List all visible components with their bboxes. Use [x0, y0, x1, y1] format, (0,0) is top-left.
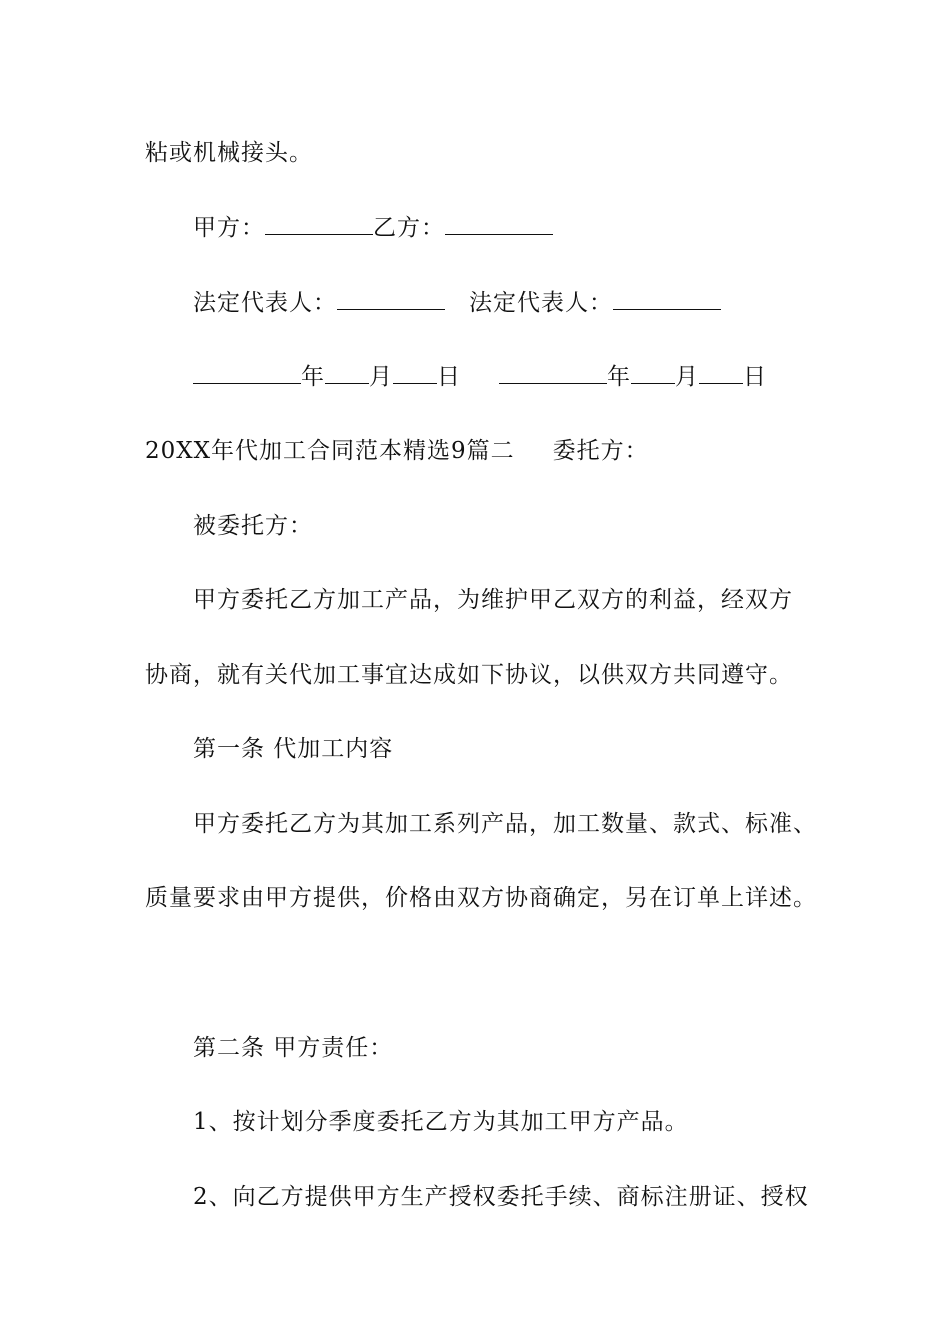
paragraph-line: 甲方委托乙方加工产品，为维护甲乙双方的利益，经双方 — [193, 587, 793, 613]
text-line: 粘或机械接头。 — [145, 140, 313, 166]
list-item: 1、按计划分季度委托乙方为其加工甲方产品。 — [193, 1109, 689, 1135]
year-label: 年 — [301, 364, 325, 390]
paragraph-line: 质量要求由甲方提供，价格由双方协商确定，另在订单上详述。 — [145, 885, 817, 911]
day-label: 日 — [743, 364, 767, 390]
paragraph-line: 甲方委托乙方为其加工系列产品，加工数量、款式、标准、 — [193, 811, 817, 837]
year-label: 年 — [607, 364, 631, 390]
entrusted-party-label: 被委托方： — [193, 513, 313, 539]
blank-field — [337, 287, 445, 310]
rep-a-label: 法定代表人： — [193, 290, 337, 316]
paragraph-line: 协商，就有关代加工事宜达成如下协议，以供双方共同遵守。 — [145, 662, 793, 688]
signature-line-parties — [193, 212, 553, 243]
blank-field — [445, 212, 553, 235]
list-item: 2、向乙方提供甲方生产授权委托手续、商标注册证、授权 — [193, 1184, 809, 1210]
party-a-label: 甲方： — [193, 215, 265, 241]
signature-line-representatives — [193, 287, 721, 318]
article-heading: 第二条 甲方责任： — [193, 1035, 394, 1061]
entrusting-party-label: 委托方： — [552, 438, 649, 464]
blank-field — [613, 287, 721, 310]
blank-field — [499, 361, 607, 384]
day-label: 日 — [437, 364, 461, 390]
blank-field — [393, 361, 437, 384]
month-label: 月 — [369, 364, 393, 390]
month-label: 月 — [675, 364, 699, 390]
section-title: 20XX年代加工合同范本精选9篇二 — [145, 438, 515, 464]
article-heading: 第一条 代加工内容 — [193, 736, 394, 762]
blank-field — [325, 361, 369, 384]
blank-field — [193, 361, 301, 384]
blank-field — [265, 212, 373, 235]
blank-field — [699, 361, 743, 384]
section-title-line — [145, 436, 649, 466]
blank-field — [631, 361, 675, 384]
party-b-label: 乙方： — [373, 215, 445, 241]
rep-b-label: 法定代表人： — [469, 290, 613, 316]
signature-line-dates — [193, 361, 767, 392]
